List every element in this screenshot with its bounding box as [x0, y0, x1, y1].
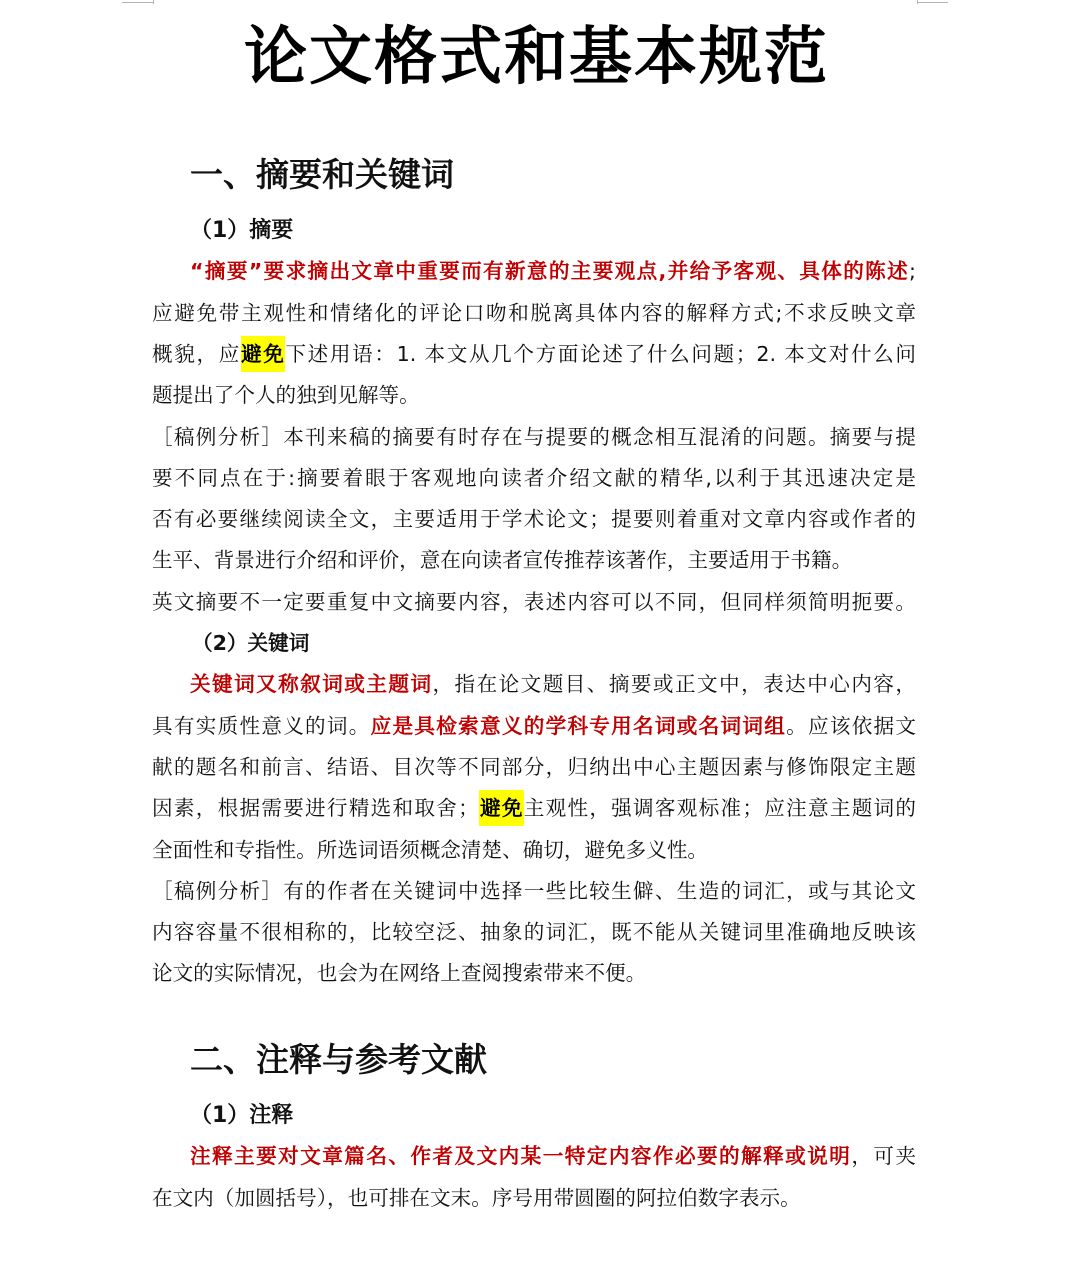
highlight-text: 避免 [479, 790, 524, 826]
text-line [152, 540, 916, 581]
text-line [152, 664, 916, 705]
section-heading-abstract-keywords: 一、摘要和关键词 [190, 155, 454, 194]
text-line [152, 375, 916, 416]
text-line [152, 830, 916, 871]
document-title: 论文格式和基本规范 [244, 20, 829, 93]
text-line [152, 706, 916, 747]
body-text: ［稿例分析］本刊来稿的摘要有时存在与提要的概念相互混淆的问题。摘要与提 [152, 424, 916, 449]
text-line [152, 871, 916, 912]
body-text: 要不同点在于:摘要着眼于客观地向读者介绍文献的精华,以利于其迅速决定是 [152, 465, 916, 490]
body-text: 题提出了个人的独到见解等。 [152, 383, 420, 408]
emphasis-red-text: 注释主要对文章篇名、作者及文内某一特定内容作必要的解释或说明 [190, 1144, 852, 1169]
text-line [152, 788, 916, 829]
page-corner-tick-left [153, 0, 154, 4]
body-text: 概貌，应 [152, 341, 241, 366]
subsection-heading-keywords: （2）关键词 [192, 631, 310, 656]
emphasis-red-text: 关键词又称叙词或主题词 [190, 672, 433, 697]
text-line [152, 499, 916, 540]
body-text: ; [909, 259, 916, 284]
text-line [152, 1136, 916, 1177]
body-text: 否有必要继续阅读全文，主要适用于学术论文；提要则着重对文章内容或作者的 [152, 507, 916, 532]
body-text: ［稿例分析］有的作者在关键词中选择一些比较生僻、生造的词汇，或与其论文 [152, 878, 916, 903]
text-line [152, 582, 916, 623]
body-text: 下述用语：1. 本文从几个方面论述了什么问题；2. 本文对什么问 [285, 341, 917, 366]
text-line [152, 912, 916, 953]
body-text: 应避免带主观性和情绪化的评论口吻和脱离具体内容的解释方式;不求反映文章 [152, 300, 916, 325]
text-line [152, 293, 916, 334]
body-text: 全面性和专指性。所选词语须概念清楚、确切，避免多义性。 [152, 837, 709, 862]
emphasis-red-text: 应是具检索意义的学科专用名词或名词词组 [370, 713, 787, 738]
page-corner-mark-right [917, 2, 948, 3]
text-line [152, 1178, 916, 1219]
subsection-heading-notes: （1）注释 [190, 1103, 294, 1128]
body-text: 论文的实际情况，也会为在网络上查阅搜索带来不便。 [152, 961, 647, 986]
emphasis-red-text: “摘要”要求摘出文章中重要而有新意的主要观点,并给予客观、具体的陈述 [190, 259, 910, 284]
page-corner-tick-right [917, 0, 918, 4]
text-line [152, 458, 916, 499]
subsection-heading-abstract: （1）摘要 [190, 218, 294, 243]
text-line [152, 747, 916, 788]
text-line [152, 251, 916, 292]
body-text: 献的题名和前言、结语、目次等不同部分，归纳出中心主题因素与修饰限定主题 [152, 754, 916, 779]
body-text: ，指在论文题目、摘要或正文中，表达中心内容， [432, 672, 916, 697]
body-text: 在文内（加圆括号），也可排在文末。序号用带圆圈的阿拉伯数字表示。 [152, 1185, 801, 1210]
body-text: 生平、背景进行介绍和评价，意在向读者宣传推荐该著作，主要适用于书籍。 [152, 548, 853, 573]
text-line [152, 334, 916, 375]
text-line [152, 953, 916, 994]
body-text: 因素，根据需要进行精选和取舍； [152, 796, 479, 821]
section-1-body [152, 251, 916, 994]
body-text: 。应该依据文 [786, 713, 917, 738]
page-corner-mark-left [122, 2, 153, 3]
section-heading-notes-references: 二、注释与参考文献 [190, 1040, 487, 1079]
highlight-text: 避免 [241, 336, 285, 372]
body-text: 内容容量不很相称的，比较空泛、抽象的词汇，既不能从关键词里准确地反映该 [152, 920, 916, 945]
body-text: 英文摘要不一定要重复中文摘要内容，表述内容可以不同，但同样须简明扼要。 [152, 589, 916, 614]
text-line [152, 417, 916, 458]
body-text: 具有实质性意义的词。 [152, 713, 371, 738]
body-text: 主观性，强调客观标准；应注意主题词的 [523, 796, 917, 821]
body-text: ，可夹 [851, 1144, 917, 1169]
section-2-body [152, 1136, 916, 1219]
